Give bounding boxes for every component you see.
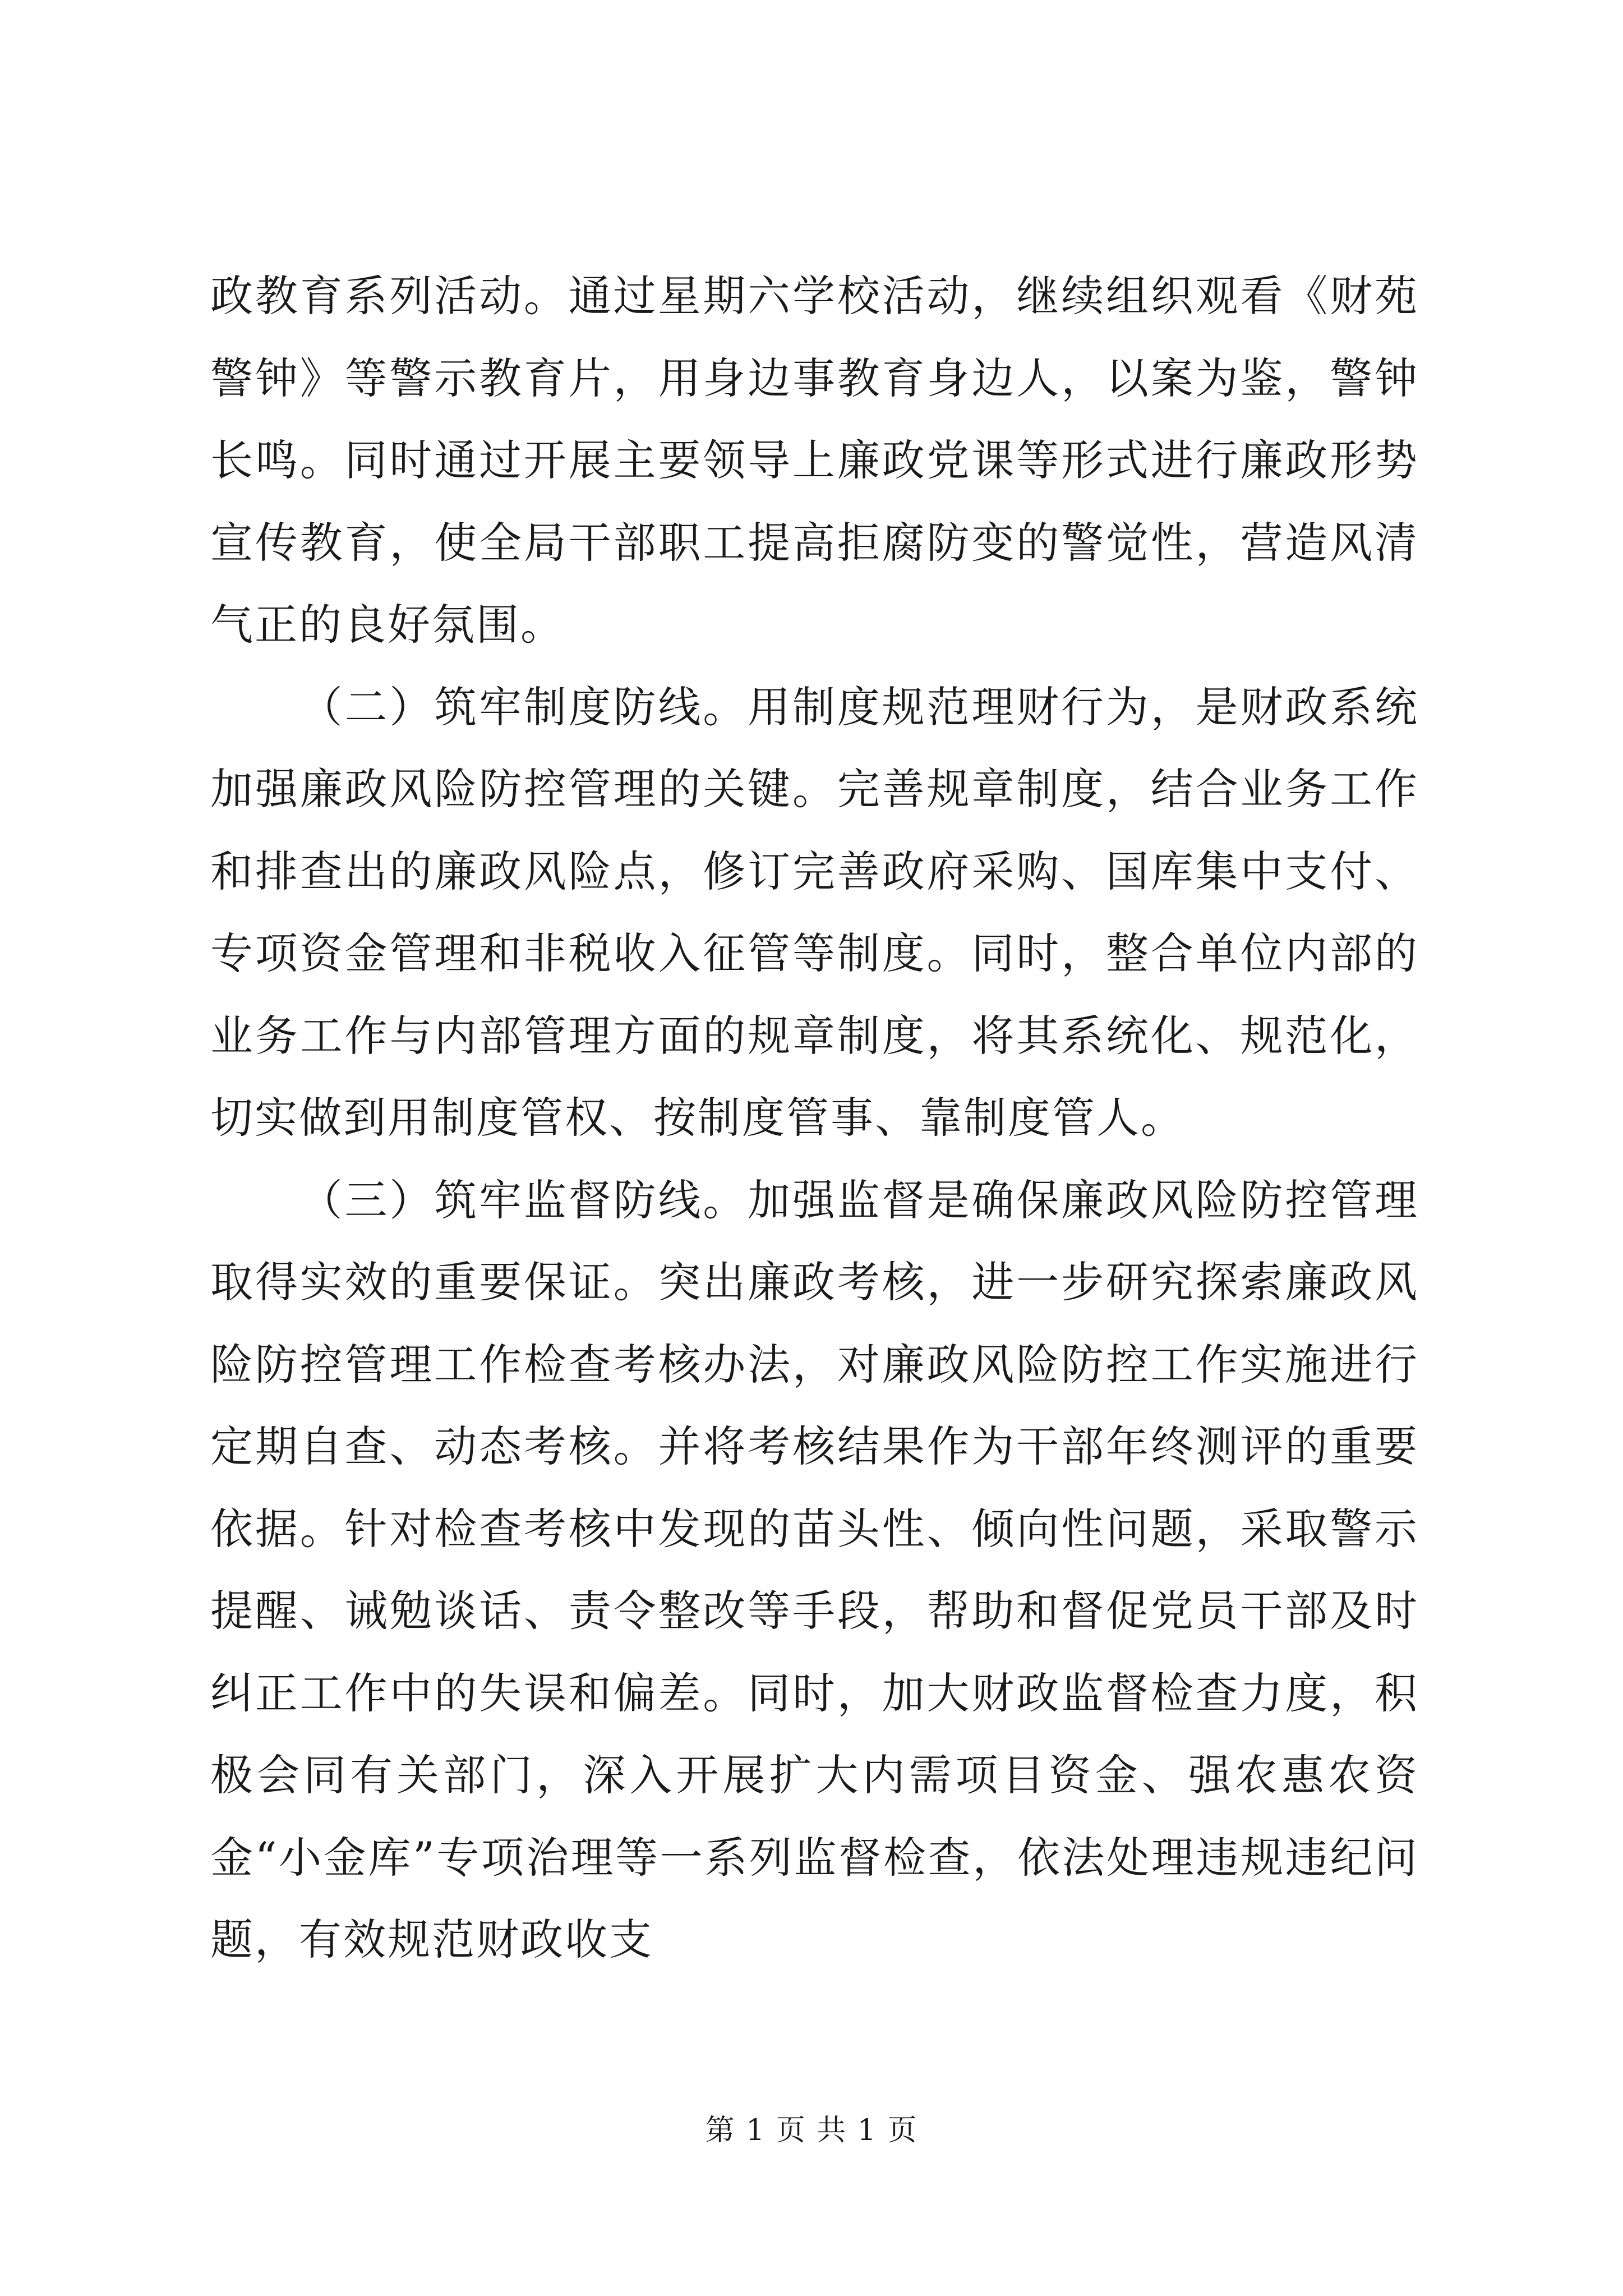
document-body [210, 255, 1419, 1981]
page-number-footer: 第 1 页 共 1 页 [705, 2114, 918, 2147]
paragraph-institutional-defense: （二）筑牢制度防线。用制度规范理财行为，是财政系统加强廉政风险防控管理的关键。完善规章制度，结合业务工作和排查出的廉政风险点，修订完善政府采购、国库集中支付、专项资金管理和非税收入征管等制度。同时，整合单位内部的业务工作与内部管理方面的规章制度，将其系统化、规范化，切实做到用制度管权、按制度管事、靠制度管人。 [210, 682, 1419, 1143]
paragraph-continuation: 政教育系列活动。通过星期六学校活动，继续组织观看《财苑警钟》等警示教育片，用身边事教育身边人，以案为鉴，警钟长鸣。同时通过开展主要领导上廉政党课等形式进行廉政形势宣传教育，使全局干部职工提高拒腐防变的警觉性，营造风清气正的良好氛围。 [210, 271, 1419, 650]
paragraph-supervision-defense: （三）筑牢监督防线。加强监督是确保廉政风险防控管理取得实效的重要保证。突出廉政考核，进一步研究探索廉政风险防控管理工作检查考核办法，对廉政风险防控工作实施进行定期自查、动态考核。并将考核结果作为干部年终测评的重要依据。针对检查考核中发现的苗头性、倾向性问题，采取警示提醒、诫勉谈话、责令整改等手段，帮助和督促党员干部及时纠正工作中的失误和偏差。同时，加大财政监督检查力度，积极会同有关部门，深入开展扩大内需项目资金、强农惠农资金“小金库”专项治理等一系列监督检查，依法处理违规违纪问题，有效规范财政收支 [210, 1175, 1419, 1964]
